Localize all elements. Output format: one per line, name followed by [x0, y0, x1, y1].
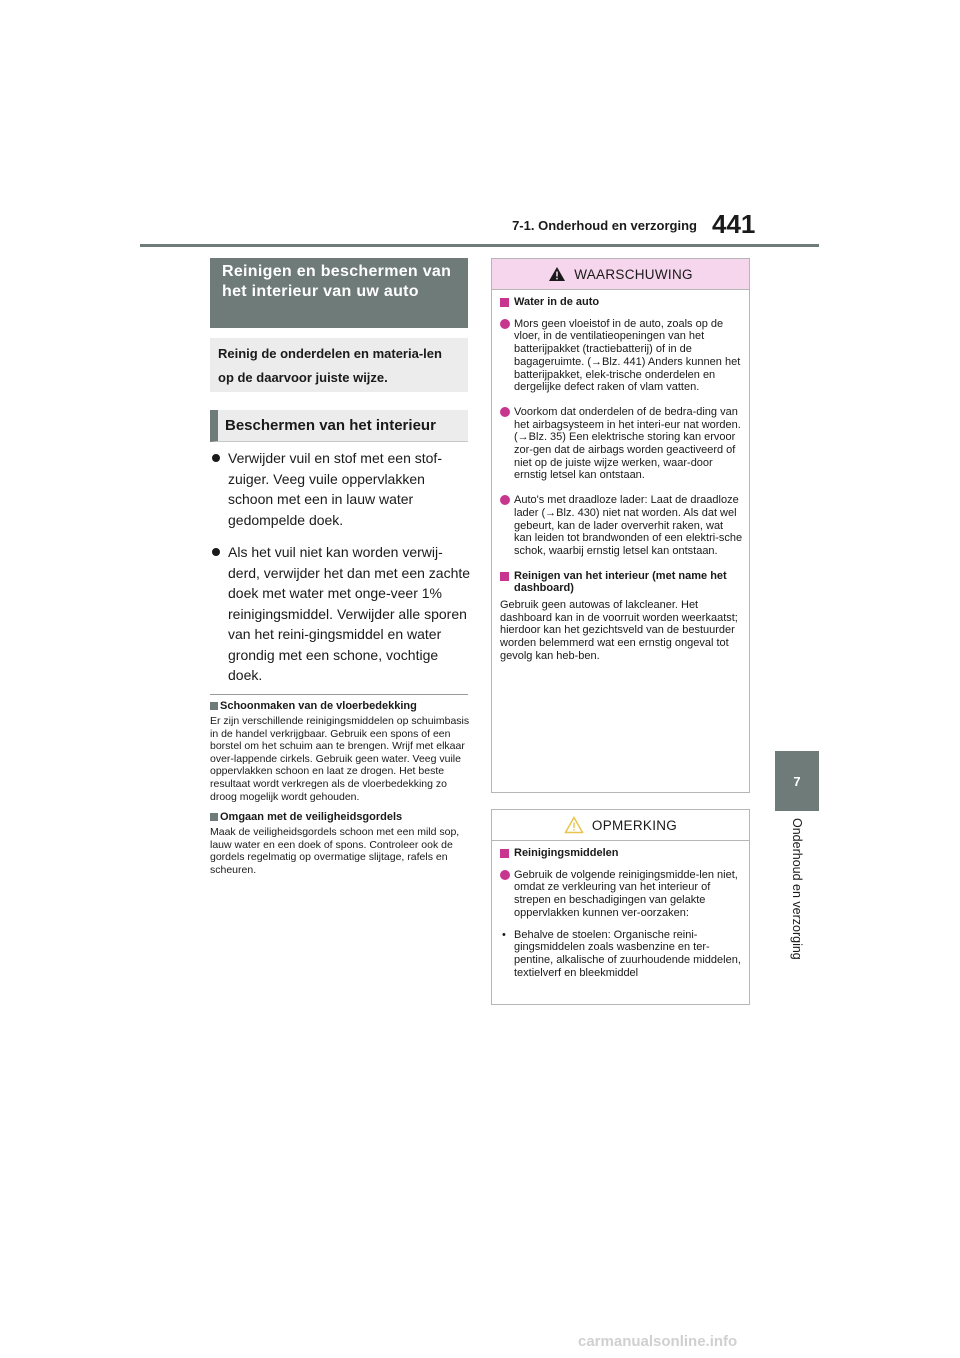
circle-bullet-icon	[500, 870, 510, 880]
note-item-text: Gebruik de volgende reinigingsmidde-len niet, omdat ze verkleuring van het interieur of strepen en beschadigingen van gelakte oppervlakken kunnen ver-oorzaken:	[514, 868, 738, 919]
warning-item-text: Voorkom dat onderdelen of de bedra-ding van het airbagsysteem in het interi-eur nat worden. (→Blz. 35) Een elektrische storing kan ervoor zor-gen dat de airbags worden geactiveerd of niet op de juiste wijze werken, waar-door ernstig letsel kan ontstaan.	[514, 405, 741, 482]
note-body: Maak de veiligheidsgordels schoon met een mild sop, lauw water en een doek of spons. Controleer ook de gordels regelmatig op overmatige slijtage, rafels en scheuren.	[210, 826, 460, 876]
note-heading-text: Omgaan met de veiligheidsgordels	[220, 811, 403, 824]
note-heading-text: Schoonmaken van de vloerbedekking	[220, 700, 417, 712]
warning-subheading	[500, 296, 743, 309]
circle-bullet-icon	[500, 319, 510, 329]
note-subheading-text: Reinigingsmiddelen	[514, 847, 619, 859]
note-body-area	[492, 841, 749, 979]
warning-item	[500, 494, 743, 558]
warning-subheading	[500, 570, 743, 595]
square-bullet-icon	[500, 849, 509, 858]
square-bullet-icon	[500, 572, 509, 581]
square-bullet-icon	[500, 298, 509, 307]
warning-title: WAARSCHUWING	[574, 266, 693, 282]
warning-paragraph: Gebruik geen autowas of lakcleaner. Het dashboard kan in de voorruit worden weerkaatst; hierdoor kan het gezichtsveld van de bestuurder worden belemmerd wat een ernstig ongeval tot gevolg kan heb-ben.	[500, 599, 738, 662]
bullet-dot-icon	[212, 548, 220, 556]
note-box	[491, 809, 750, 1005]
list-item	[210, 542, 472, 686]
intro-box: Reinig de onderdelen en materia-len op de daarvoor juiste wijze.	[210, 338, 468, 392]
warning-item-text: Auto's met draadloze lader: Laat de draadloze lader (→Blz. 430) niet nat worden. Als dat wel gebeurt, kan de lader oververhit raken, wat kan leiden tot brandwonden of een elektri-sche schok, waarbij ernstig letsel kan ontstaan.	[514, 494, 743, 557]
note-header	[492, 810, 749, 841]
notes-divider	[210, 694, 468, 695]
header-rule	[140, 244, 819, 247]
warning-triangle-icon	[548, 266, 566, 282]
square-bullet-icon	[210, 702, 218, 710]
caution-triangle-icon	[564, 816, 584, 834]
warning-item-text: Mors geen vloeistof in de auto, zoals op de vloer, in de ventilatieopeningen van het batterijpakket (tractiebatterij) of in de bagageruimte. (→Blz. 441) Anders kunnen het batterijpakket, elek-trische onderdelen en dergelijke defect raken of vlam vatten.	[514, 317, 741, 394]
note-item	[500, 869, 743, 920]
note-body: Er zijn verschillende reinigingsmiddelen op schuimbasis in de handel verkrijgbaar. Gebruik een spons of een borstel om het schuim aan te brengen. Wrijf met elkaar over-lappende cirkels. Gebruik geen water. Veeg vuile oppervlakken schoon en laat ze drogen. Het beste resultaat wordt verkregen als de vloerbedekking zo droog mogelijk wordt gehouden.	[210, 715, 470, 803]
note-title: OPMERKING	[591, 817, 678, 833]
warning-header	[492, 259, 749, 290]
bullet-text: Verwijder vuil en stof met een stof-zuiger. Veeg vuile oppervlakken schoon met een in lauw water gedompelde doek.	[228, 450, 442, 528]
watermark: carmanualsonline.info	[578, 1333, 738, 1350]
circle-bullet-icon	[500, 495, 510, 505]
section-heading-box: Reinigen en beschermen van het interieur van uw auto	[210, 258, 468, 328]
bullet-list	[210, 448, 472, 698]
page-number: 441	[712, 209, 756, 239]
note-subitem	[500, 929, 743, 980]
note-subheading	[500, 847, 743, 860]
note-heading	[210, 811, 472, 824]
chapter-side-label-text: Onderhoud en verzorging	[790, 818, 804, 960]
warning-subheading-text: Reinigen van het interieur (met name het dashboard)	[514, 569, 727, 595]
warning-body	[492, 290, 749, 663]
chapter-tab: 7	[775, 751, 819, 811]
note-subitem-text: Behalve de stoelen: Organische reini-gingsmiddelen zoals wasbenzine en ter-pentine, alkalische of zuurhoudende middelen, textielverf en bleekmiddel	[514, 928, 741, 979]
bullet-dot-icon	[212, 454, 220, 462]
warning-subheading-text: Water in de auto	[514, 296, 600, 308]
list-item	[210, 448, 472, 530]
warning-item	[500, 318, 743, 394]
bullet-text: Als het vuil niet kan worden verwij-derd, verwijder het dan met een zachte doek met water met onge-veer 1% reinigingsmiddel. Verwijder alle sporen van het reini-gingsmiddel en water grondig met een schone, vochtige doek.	[228, 544, 471, 683]
warning-box	[491, 258, 750, 793]
notes-section	[210, 700, 472, 885]
dot-bullet-icon: •	[502, 928, 506, 941]
square-bullet-icon	[210, 813, 218, 821]
warning-item	[500, 406, 743, 482]
section-title: 7-1. Onderhoud en verzorging	[512, 218, 697, 233]
note-heading	[210, 700, 472, 713]
circle-bullet-icon	[500, 407, 510, 417]
subsection-heading: Beschermen van het interieur	[210, 410, 468, 442]
